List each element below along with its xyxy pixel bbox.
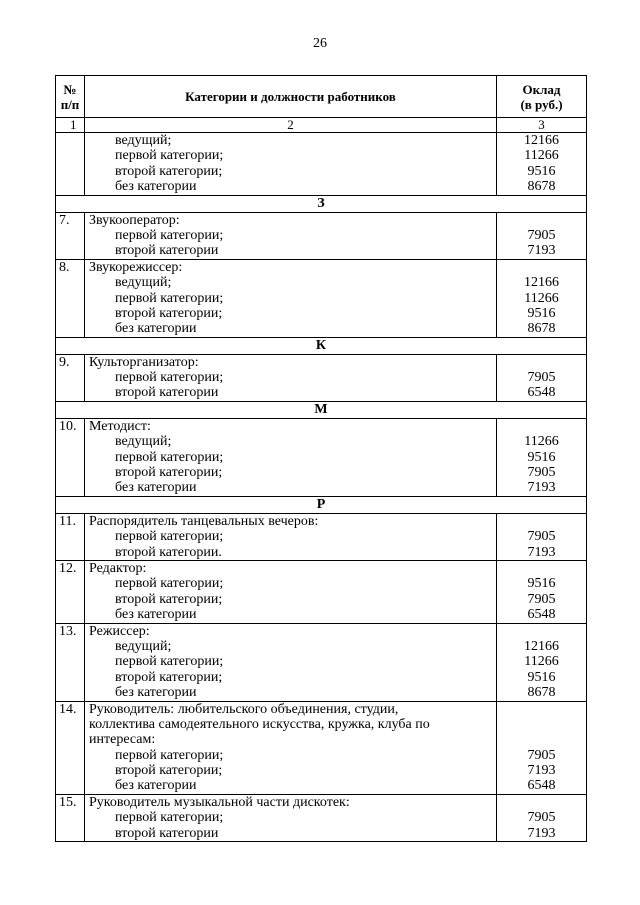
salary-value: 7905 [527, 810, 556, 826]
category-cell [85, 418, 497, 496]
salary-blank [497, 419, 586, 434]
category-cell [85, 212, 497, 259]
category-label: ведущий; [115, 638, 172, 654]
salary-value: 7905 [527, 465, 556, 481]
row-number-cell [56, 212, 85, 259]
salary-value: 12166 [524, 133, 559, 148]
header-number [56, 76, 85, 118]
category-label: второй категории [115, 825, 219, 841]
row-number: 14. [59, 701, 77, 717]
category-label: второй категории; [115, 305, 223, 321]
section-letter: З [56, 195, 587, 212]
salary-value: 11266 [524, 654, 559, 670]
position-title: Режиссер: [89, 623, 150, 639]
salary-table-body [56, 76, 587, 842]
position-group-row [56, 133, 587, 196]
section-letter: К [56, 337, 587, 354]
column-numbers-row [56, 118, 587, 133]
row-number-cell [56, 418, 85, 496]
salary-table [55, 75, 587, 842]
row-number [59, 133, 84, 148]
salary-blank [497, 702, 586, 717]
category-label: первой категории; [115, 747, 224, 763]
category-label: первой категории; [115, 654, 224, 670]
salary-blank [497, 561, 586, 576]
column-number-2: 2 [85, 118, 497, 133]
salary-cell [497, 623, 587, 701]
row-number: 12. [59, 560, 77, 576]
salary-cell [497, 354, 587, 401]
salary-blank [497, 514, 586, 529]
category-label: без категории [115, 179, 197, 195]
salary-value: 7193 [527, 544, 556, 560]
position-title: Редактор: [89, 560, 147, 576]
row-number: 15. [59, 794, 77, 810]
category-cell [85, 259, 497, 337]
salary-value: 7193 [527, 763, 556, 779]
salary-cell [497, 701, 587, 794]
row-number: 7. [59, 212, 70, 228]
category-cell [85, 354, 497, 401]
position-title-line: коллектива самодеятельного искусства, кружка, клуба по [89, 716, 430, 732]
row-number: 8. [59, 259, 70, 275]
header-salary-line1: Оклад [522, 81, 561, 97]
category-label: второй категории [115, 243, 219, 259]
position-group-row [56, 794, 587, 841]
position-group-row [56, 513, 587, 560]
section-letter-row [56, 195, 587, 212]
category-cell [85, 623, 497, 701]
category-label: второй категории; [115, 465, 223, 481]
category-cell [85, 701, 497, 794]
row-number: 11. [59, 513, 76, 529]
header-category: Категории и должности работников [85, 76, 497, 118]
row-number-cell [56, 259, 85, 337]
section-letter-row [56, 496, 587, 513]
salary-value: 9516 [527, 163, 556, 179]
position-title-line: Руководитель: любительского объединения, студии, [89, 701, 399, 717]
category-label: второй категории. [115, 544, 222, 560]
salary-blank [497, 732, 586, 747]
category-label: первой категории; [115, 810, 224, 826]
salary-value: 9516 [527, 305, 556, 321]
position-title: Руководитель музыкальной части дискотек: [89, 794, 350, 810]
category-label: первой категории; [115, 449, 224, 465]
salary-cell [497, 212, 587, 259]
salary-value: 9516 [527, 449, 556, 465]
header-salary [497, 76, 587, 118]
category-label: второй категории; [115, 591, 223, 607]
header-number-line2: п/п [60, 96, 80, 112]
salary-blank [497, 624, 586, 639]
salary-blank [497, 355, 586, 370]
salary-value: 12166 [524, 275, 559, 291]
salary-value: 11266 [524, 434, 559, 450]
position-title: Звукорежиссер: [89, 259, 183, 275]
salary-value: 8678 [527, 685, 556, 701]
salary-cell [497, 133, 587, 196]
category-label: ведущий; [115, 434, 172, 450]
salary-value: 6548 [527, 607, 556, 623]
section-letter: Р [56, 496, 587, 513]
row-number-cell [56, 133, 85, 196]
position-title: Распорядитель танцевальных вечеров: [89, 513, 319, 529]
category-cell [85, 794, 497, 841]
position-title: Культорганизатор: [89, 354, 199, 370]
category-cell [85, 133, 497, 196]
salary-cell [497, 513, 587, 560]
category-cell [85, 513, 497, 560]
row-number-cell [56, 623, 85, 701]
category-label: первой категории; [115, 576, 224, 592]
category-label: первой категории; [115, 148, 224, 164]
position-group-row [56, 212, 587, 259]
page-number: 26 [313, 36, 327, 51]
position-group-row [56, 701, 587, 794]
salary-value: 11266 [524, 148, 559, 164]
position-group-row [56, 354, 587, 401]
salary-value: 9516 [527, 576, 556, 592]
salary-value: 6548 [527, 385, 556, 401]
category-label: без категории [115, 778, 197, 794]
salary-blank [497, 717, 586, 732]
salary-value: 7905 [527, 591, 556, 607]
category-label: второй категории [115, 385, 219, 401]
salary-value: 7193 [527, 243, 556, 259]
header-salary-line2: (в руб.) [520, 96, 563, 112]
category-label: второй категории; [115, 163, 223, 179]
row-number-cell [56, 794, 85, 841]
salary-cell [497, 560, 587, 623]
position-group-row [56, 259, 587, 337]
row-number: 13. [59, 623, 77, 639]
position-title-line: интересам: [89, 732, 156, 748]
row-number-cell [56, 560, 85, 623]
category-label: без категории [115, 607, 197, 623]
salary-blank [497, 795, 586, 810]
table-header-row [56, 76, 587, 118]
category-label: первой категории; [115, 227, 224, 243]
salary-value: 7905 [527, 370, 556, 386]
salary-value: 7905 [527, 227, 556, 243]
salary-value: 7905 [527, 747, 556, 763]
position-title: Звукооператор: [89, 212, 180, 228]
category-label: второй категории; [115, 669, 223, 685]
salary-cell [497, 259, 587, 337]
salary-value: 7905 [527, 529, 556, 545]
category-label: первой категории; [115, 529, 224, 545]
salary-cell [497, 794, 587, 841]
section-letter: М [56, 401, 587, 418]
position-group-row [56, 560, 587, 623]
position-group-row [56, 623, 587, 701]
salary-value: 7193 [527, 480, 556, 496]
category-label: без категории [115, 321, 197, 337]
salary-value: 8678 [527, 321, 556, 337]
salary-value: 11266 [524, 290, 559, 306]
salary-value: 12166 [524, 638, 559, 654]
category-label: ведущий; [115, 275, 172, 291]
salary-blank [497, 213, 586, 228]
salary-value: 6548 [527, 778, 556, 794]
column-number-1: 1 [56, 118, 85, 133]
row-number: 9. [59, 354, 70, 370]
position-title: Методист: [89, 418, 151, 434]
salary-blank [497, 260, 586, 275]
row-number-cell [56, 513, 85, 560]
position-group-row [56, 418, 587, 496]
row-number: 10. [59, 418, 77, 434]
column-number-3: 3 [497, 118, 587, 133]
section-letter-row [56, 337, 587, 354]
category-cell [85, 560, 497, 623]
category-label: первой категории; [115, 370, 224, 386]
salary-value: 8678 [527, 179, 556, 195]
salary-value: 7193 [527, 825, 556, 841]
category-label: первой категории; [115, 290, 224, 306]
category-label: ведущий; [115, 133, 172, 148]
category-label: второй категории; [115, 763, 223, 779]
header-number-line1: № [63, 81, 77, 97]
salary-cell [497, 418, 587, 496]
section-letter-row [56, 401, 587, 418]
category-label: без категории [115, 685, 197, 701]
salary-value: 9516 [527, 669, 556, 685]
category-label: без категории [115, 480, 197, 496]
row-number-cell [56, 354, 85, 401]
row-number-cell [56, 701, 85, 794]
